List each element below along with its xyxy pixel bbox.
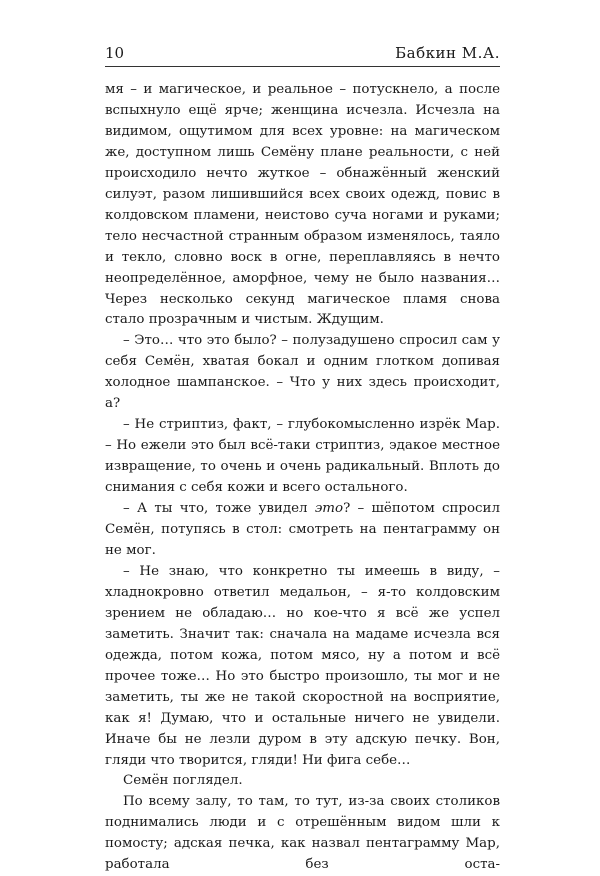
- emphasized-word: это: [314, 501, 344, 517]
- paragraph-dialogue: – Не знаю, что конкретно ты имеешь в виду, – хладнокровно ответил медальон, – я-то колдовским зрением не обладаю… но кое-что я всё же успел заметить. Значит так: сначала на мадаме исчезла вся одежда, потом кожа, потом мясо, ну а потом и всё прочее тоже… Но это быстро произошло, ты мог и не заметить, ты же не такой скоростной на восприятие, как я! Думаю, что и остальные ничего не увидели. Иначе бы не лезли дуром в эту адскую печку. Вон, гляди что творится, гляди! Ни фига себе…: [105, 563, 500, 768]
- running-title: Бабкин М.А.: [395, 44, 500, 62]
- paragraph-dialogue: – Не стриптиз, факт, – глубокомысленно изрёк Мар. – Но ежели это был всё-таки стриптиз, эдакое местное извращение, то очень и очень радикальный. Вплоть до снимания с себя кожи и всего остального.: [105, 417, 500, 496]
- page-number: 10: [105, 44, 125, 62]
- paragraph-dialogue: – Это… что это было? – полузадушено спросил сам у себя Семён, хватая бокал и одним глотком допивая холодное шампанское. – Что у них здесь происходит, а?: [105, 333, 500, 412]
- page-header: [105, 38, 500, 64]
- text-body: [105, 80, 500, 876]
- paragraph-text: ? – шёпотом спросил Семён, потупясь в стол: смотреть на пентаграмму он не мог.: [105, 501, 500, 558]
- paragraph-narration: По всему залу, то там, то тут, из-за своих столиков поднимались люди и с отрешённым видом шли к помосту; адская печка, как назвал пентаграмму Мар, работала без оста-: [105, 794, 500, 873]
- paragraph-continuation: мя – и магическое, и реальное – потускнело, а после вспыхнуло ещё ярче; женщина исчезла. Исчезла на видимом, ощутимом для всех уровне: на магическом же, доступном лишь Семёну плане реальности, с ней происходило нечто жуткое – обнажённый женский силуэт, разом лишившийся всех своих одежд, повис в колдовском пламени, неистово суча ногами и руками; тело несчастной странным образом изменялось, таяло и текло, словно воск в огне, переплавляясь в нечто неопределённое, аморфное, чему не было названия… Через несколько секунд магическое пламя снова стало прозрачным и чистым. Ждущим.: [105, 82, 500, 328]
- paragraph-narration: Семён поглядел.: [123, 773, 243, 789]
- paragraph-text: – А ты что, тоже увидел: [123, 501, 315, 517]
- paragraph-dialogue: [105, 499, 500, 562]
- header-rule: [105, 66, 500, 67]
